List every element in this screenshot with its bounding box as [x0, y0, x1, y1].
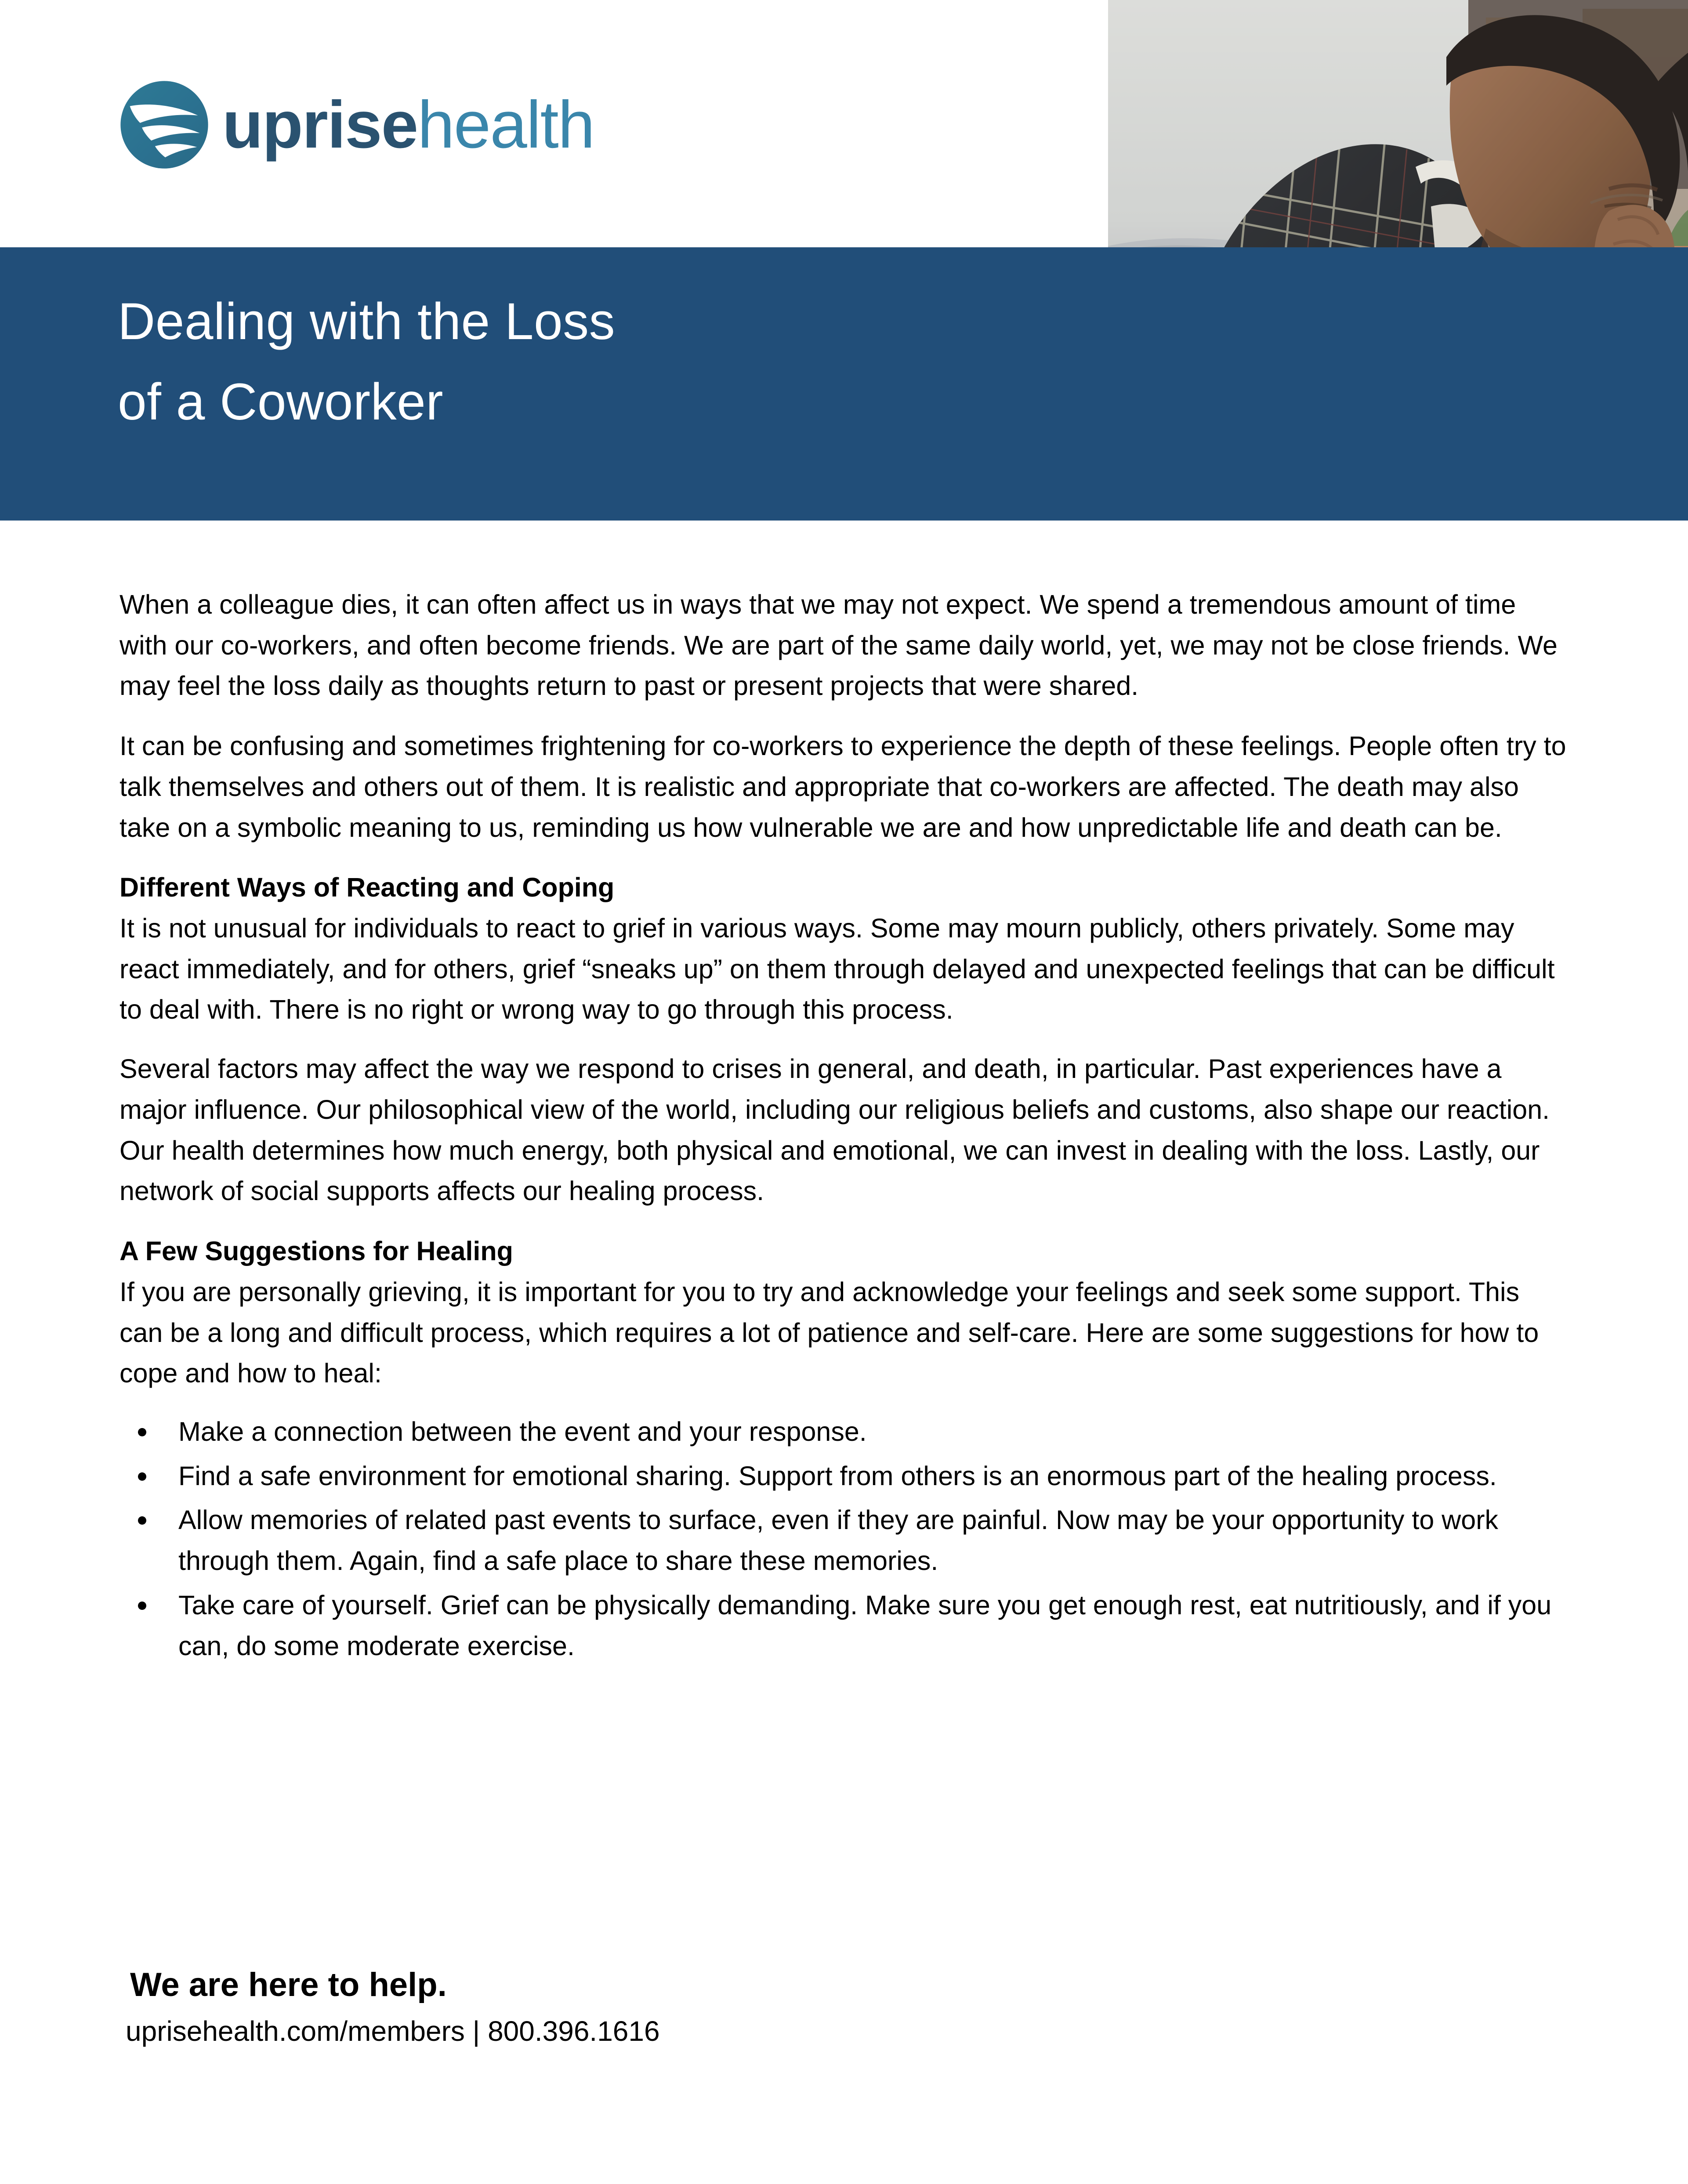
page-title [118, 282, 1040, 442]
footer-headline: We are here to help. [130, 1966, 447, 2003]
list-item: Allow memories of related past events to surface, even if they are painful. Now may be your opportunity to work through them. Again, find a safe place to share these memories. [120, 1500, 1569, 1581]
article-body [120, 584, 1569, 1670]
body-paragraph-3: It is not unusual for individuals to react to grief in various ways. Some may mourn publicly, others privately. Some may react immediately, and for others, grief “sneaks up” on them through delayed and unexpected feelings that can be difficult to deal with. There is no right or wrong way to go through this process. [120, 913, 1555, 1025]
list-item: Find a safe environment for emotional sharing. Support from others is an enormous part of the healing process. [120, 1456, 1569, 1497]
page-title-line-1: Dealing with the Loss [118, 293, 616, 351]
body-paragraph-2: It can be confusing and sometimes frightening for co-workers to experience the depth of these feelings. People often try to talk themselves and others out of them. It is realistic and appropriate that co-workers are affected. The death may also take on a symbolic meaning to us, reminding us how vulnerable we are and how unpredictable life and death can be. [120, 731, 1566, 843]
body-paragraph-5: If you are personally grieving, it is important for you to try and acknowledge your feelings and seek some support. This can be a long and difficult process, which requires a lot of patience and self-care. Here are some suggestions for how to cope and how to heal: [120, 1276, 1539, 1389]
list-item: Take care of yourself. Grief can be physically demanding. Make sure you get enough rest, eat nutritiously, and if you can, do some moderate exercise. [120, 1585, 1569, 1666]
healing-suggestions-list [120, 1411, 1569, 1666]
section-heading-reacting-and-coping: Different Ways of Reacting and Coping [120, 872, 615, 903]
body-paragraph-1: When a colleague dies, it can often affect us in ways that we may not expect. We spend a tremendous amount of time with our co-workers, and often become friends. We are part of the same daily world, yet, we may not be close friends. We may feel the loss daily as thoughts return to past or present projects that were shared. [120, 589, 1558, 701]
wordmark-health: health [417, 87, 594, 162]
brand-wordmark [222, 87, 594, 162]
list-item: Make a connection between the event and your response. [120, 1411, 1569, 1452]
body-paragraph-4: Several factors may affect the way we respond to crises in general, and death, in particular. Past experiences have a major influence. Our philosophical view of the world, including our religious beliefs and customs, also shape our reaction. Our health determines how much energy, both physical and emotional, we can invest in dealing with the loss. Lastly, our network of social supports affects our healing process. [120, 1054, 1550, 1206]
page-title-line-2: of a Coworker [118, 372, 444, 431]
footer [126, 1963, 1272, 2050]
uprise-health-circle-logo-icon [118, 78, 211, 171]
footer-contact-line: uprisehealth.com/members | 800.396.1616 [126, 2015, 660, 2047]
wordmark-uprise: uprise [222, 87, 418, 162]
title-banner [0, 247, 1688, 521]
section-heading-suggestions-for-healing: A Few Suggestions for Healing [120, 1236, 513, 1266]
brand-logo [118, 78, 594, 171]
